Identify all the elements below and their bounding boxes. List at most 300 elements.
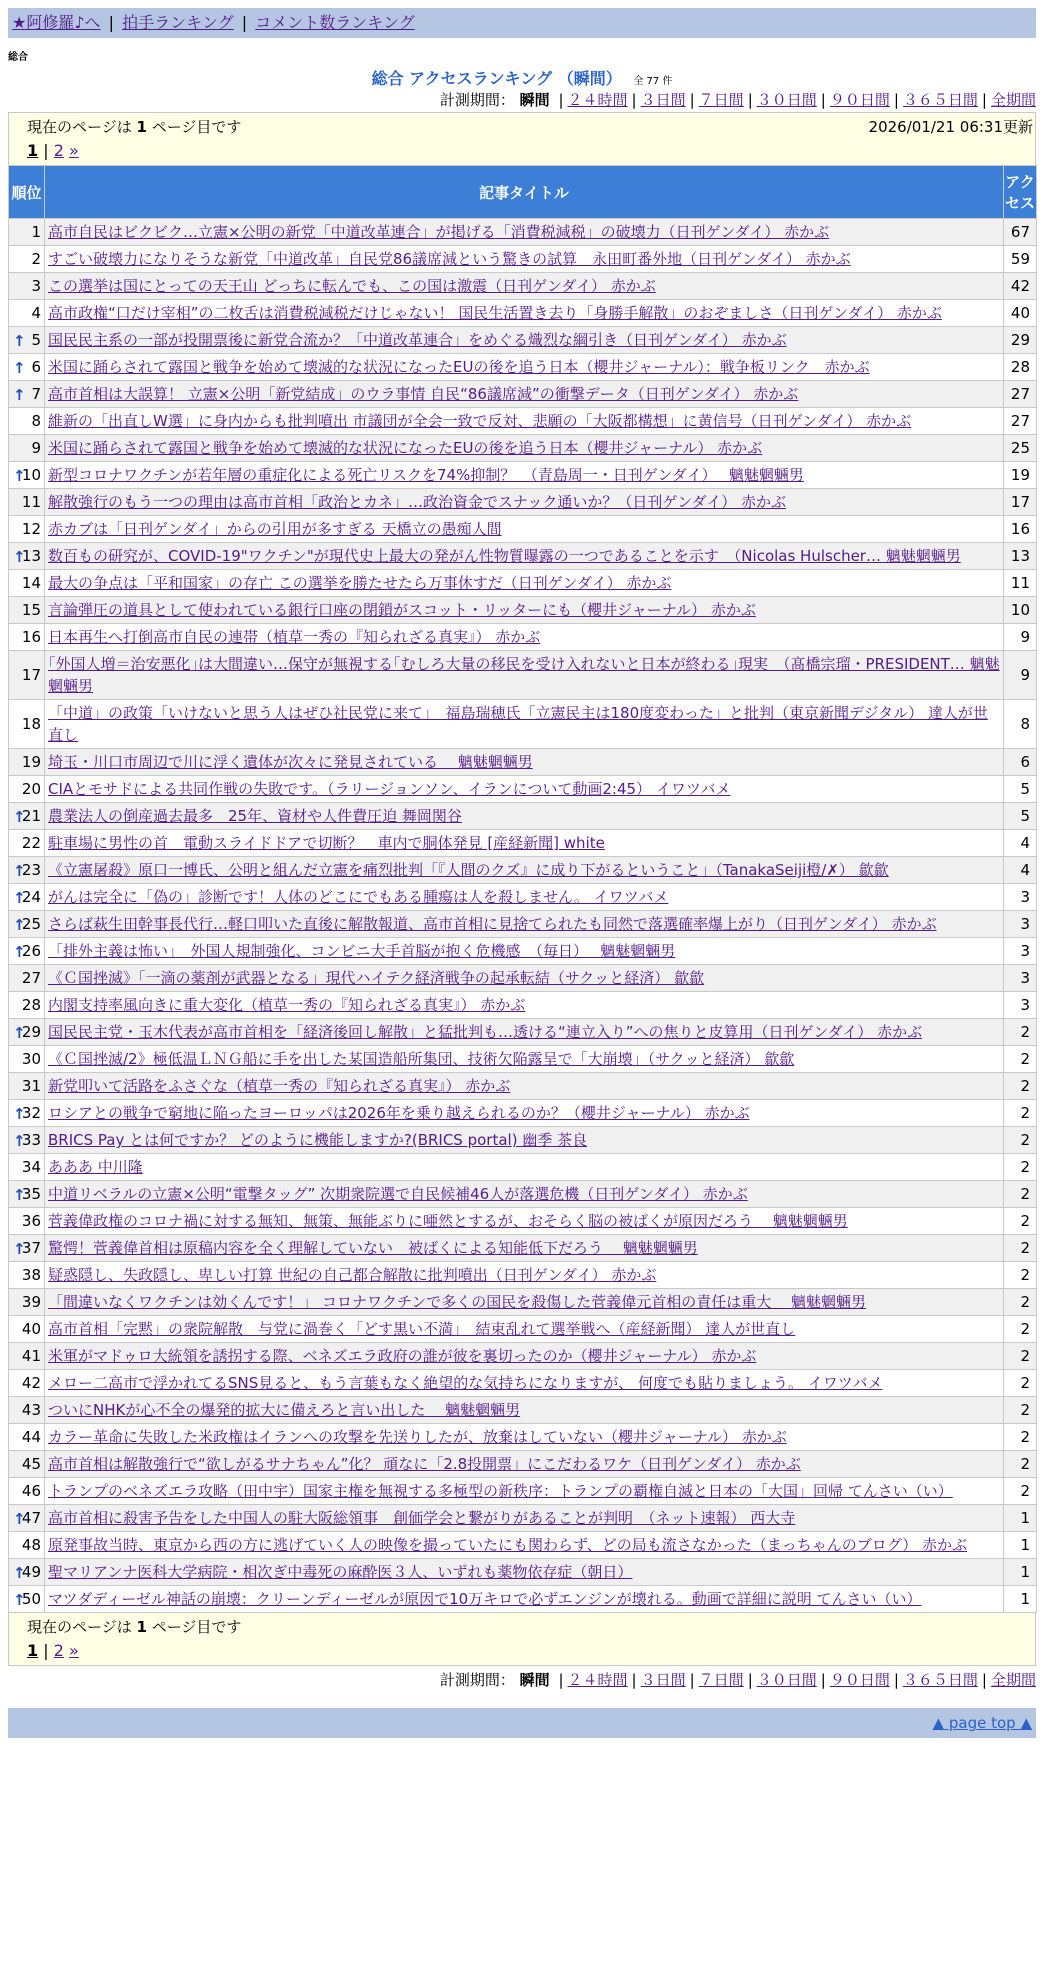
title-cell — [45, 1424, 1004, 1451]
access-count: 2 — [1004, 1370, 1037, 1397]
period-label: 計測期間： — [439, 91, 515, 109]
title-cell — [45, 435, 1004, 462]
article-link[interactable]: 「排外主義は怖い」 外国人規制強化、コンビニ大手首脳が抱く危機感 （毎日） 魑魅魍魎男 — [48, 942, 676, 960]
article-link[interactable]: 驚愕！菅義偉首相は原稿内容を全く理解していない 被ばくによる知能低下だろう 魑魅魍魎男 — [48, 1239, 698, 1257]
title-cell — [45, 327, 1004, 354]
access-count: 2 — [1004, 1154, 1037, 1181]
page-link-2[interactable]: 2 — [53, 1641, 64, 1660]
table-row — [9, 749, 1037, 776]
title-cell — [45, 1370, 1004, 1397]
pagination — [27, 1639, 1033, 1663]
rank-cell — [9, 1100, 45, 1127]
article-link[interactable]: すごい破壊力になりそうな新党「中道改革」自民党86議席減という驚きの試算 永田町番外地（日刊ゲンダイ） 赤かぶ — [48, 250, 851, 268]
rank-number: 41 — [21, 1347, 41, 1365]
table-row — [9, 273, 1037, 300]
rank-cell — [9, 246, 45, 273]
rank-cell — [9, 1424, 45, 1451]
access-count: 2 — [1004, 1343, 1037, 1370]
title-cell — [45, 700, 1004, 749]
rank-cell — [9, 1397, 45, 1424]
period-separator: | — [558, 91, 564, 109]
title-cell — [45, 1478, 1004, 1505]
table-row — [9, 381, 1037, 408]
title-cell — [45, 1181, 1004, 1208]
clap-ranking-link[interactable]: 拍手ランキング — [122, 13, 234, 32]
article-link[interactable]: 維新の「出直しW選」に身内からも批判噴出 市議団が全会一致で反対、悲願の「大阪都構想」に黄信号（日刊ゲンダイ） 赤かぶ — [48, 412, 912, 430]
table-row — [9, 597, 1037, 624]
title-cell — [45, 803, 1004, 830]
rank-up-arrow-icon: ↑ — [13, 889, 26, 907]
access-count: 2 — [1004, 1316, 1037, 1343]
article-link[interactable]: 農業法人の倒産過去最多 25年、資材や人件費圧迫 舞岡関谷 — [48, 807, 462, 825]
rank-number: 15 — [21, 601, 41, 619]
total-count: 全 77 件 — [633, 76, 673, 87]
period-links — [554, 91, 1036, 109]
rank-cell — [9, 300, 45, 327]
rank-number: 4 — [31, 304, 41, 322]
title-cell — [45, 857, 1004, 884]
table-row — [9, 1478, 1037, 1505]
article-link[interactable]: あああ 中川隆 — [48, 1158, 143, 1176]
rank-up-arrow-icon: ↑ — [13, 1564, 26, 1582]
rank-number: 17 — [21, 666, 41, 684]
table-row — [9, 651, 1037, 700]
rank-number: 7 — [31, 385, 41, 403]
period-link[interactable]: ７日間 — [698, 1671, 744, 1689]
period-link[interactable]: ３６５日間 — [902, 91, 978, 109]
rank-cell — [9, 830, 45, 857]
rank-up-arrow-icon: ↑ — [13, 1510, 26, 1528]
article-link[interactable]: カラー革命に失敗した米政権はイランへの攻撃を先送りしたが、放棄はしていない（櫻井ジャーナル） 赤かぶ — [48, 1428, 787, 1446]
table-row — [9, 570, 1037, 597]
title-cell — [45, 597, 1004, 624]
article-link[interactable]: 高市首相に殺害予告をした中国人の駐大阪総領事 創価学会と繋がりがあることが判明 （ネット速報） 西大寺 — [48, 1509, 796, 1527]
rank-number: 16 — [21, 628, 41, 646]
article-link[interactable]: ロシアとの戦争で窮地に陥ったヨーロッパは2026年を乗り越えられるのか？（櫻井ジャーナル） 赤かぶ — [48, 1104, 750, 1122]
table-row — [9, 300, 1037, 327]
article-link[interactable]: 米国に踊らされて露国と戦争を始めて壊滅的な状況になったEUの後を追う日本（櫻井ジャーナル） 赤かぶ — [48, 439, 763, 457]
rank-number: 12 — [21, 520, 41, 538]
article-link[interactable]: ｢外国人増＝治安悪化｣は大間違い…保守が無視する｢むしろ大量の移民を受け入れないと日本が終わる｣現実 （髙橋宗瑠・PRESIDENT… 魑魅魍魎男 — [48, 655, 1000, 695]
table-row — [9, 1019, 1037, 1046]
rank-cell — [9, 543, 45, 570]
title-cell — [45, 651, 1004, 700]
category-label: 総合 — [8, 52, 28, 63]
page — [8, 8, 1036, 1738]
rank-number: 6 — [31, 358, 41, 376]
title-cell — [45, 749, 1004, 776]
article-link[interactable]: 新党叩いて活路をふさぐな（植草一秀の『知られざる真実』） 赤かぶ — [48, 1077, 511, 1095]
period-separator: | — [558, 1671, 564, 1689]
rank-cell — [9, 1262, 45, 1289]
access-count: 1 — [1004, 1586, 1037, 1613]
title-cell — [45, 1046, 1004, 1073]
table-row — [9, 1586, 1037, 1613]
article-link[interactable]: トランプのベネズエラ攻略（田中宇）国家主権を無視する多極型の新秩序：トランプの覇権自滅と日本の「大国」回帰 てんさい（い） — [48, 1482, 953, 1500]
article-link[interactable]: 新型コロナワクチンが若年層の重症化による死亡リスクを74%抑制？ （青島周一・日刊ゲンダイ） 魑魅魍魎男 — [48, 466, 804, 484]
article-link[interactable]: 高市首相は解散強行で“欲しがるサナちゃん”化？ 頑なに「2.8投開票」にこだわるワケ（日刊ゲンダイ） 赤かぶ — [48, 1455, 801, 1473]
access-count: 1 — [1004, 1505, 1037, 1532]
rank-cell — [9, 462, 45, 489]
rank-up-arrow-icon: ↑ — [13, 548, 26, 566]
next-page-link[interactable]: » — [69, 141, 79, 160]
rank-number: 10 — [21, 466, 41, 484]
title-cell — [45, 273, 1004, 300]
access-count: 3 — [1004, 884, 1037, 911]
rank-cell — [9, 1181, 45, 1208]
title-cell — [45, 489, 1004, 516]
title-cell — [45, 938, 1004, 965]
period-link[interactable]: ９０日間 — [829, 1671, 890, 1689]
rank-cell — [9, 1478, 45, 1505]
title-cell — [45, 300, 1004, 327]
title-cell — [45, 884, 1004, 911]
updated-timestamp: 2026/01/21 06:31更新 — [868, 118, 1033, 136]
period-current: 瞬間 — [519, 91, 550, 109]
column-header-rank: 順位 — [9, 166, 45, 219]
article-link[interactable]: 《立憲屠殺》原口一博氏、公明と組んだ立憲を痛烈批判「『人間のクズ』に成り下がるということ」（TanakaSeiji橙/✗） 歙歙 — [48, 861, 889, 879]
access-count: 3 — [1004, 965, 1037, 992]
article-link[interactable]: 埼玉・川口市周辺で川に浮く遺体が次々に発見されている 魑魅魍魎男 — [48, 753, 533, 771]
title-cell — [45, 1208, 1004, 1235]
bottom-bar — [8, 1708, 1036, 1738]
article-link[interactable]: がんは完全に「偽の」診断です！人体のどこにでもある腫瘍は人を殺しません。 イワツバメ — [48, 888, 669, 906]
table-row — [9, 1343, 1037, 1370]
table-row — [9, 489, 1037, 516]
article-link[interactable]: 国民民主党・玉木代表が高市首相を「経済後回し解散」と猛批判も…透ける“連立入り”への焦りと皮算用（日刊ゲンダイ） 赤かぶ — [48, 1023, 923, 1041]
access-count: 19 — [1004, 462, 1037, 489]
period-link[interactable]: ３日間 — [640, 1671, 686, 1689]
rank-cell — [9, 1046, 45, 1073]
rank-cell — [9, 911, 45, 938]
period-current: 瞬間 — [519, 1671, 550, 1689]
access-count: 59 — [1004, 246, 1037, 273]
article-link[interactable]: 聖マリアンナ医科大学病院・相次ぎ中毒死の麻酔医３人、いずれも薬物依存症（朝日） — [48, 1563, 633, 1581]
page-top-link[interactable]: ▲ page top ▲ — [932, 1714, 1032, 1732]
period-links — [554, 1671, 1036, 1689]
article-link[interactable]: 米軍がマドゥロ大統領を誘拐する際、ベネズエラ政府の誰が彼を裏切ったのか（櫻井ジャーナル） 赤かぶ — [48, 1347, 757, 1365]
article-link[interactable]: 《Ｃ国挫滅/2》極低温ＬＮＧ船に手を出した某国造船所集団、技術欠陥露呈で「大崩壊」（サクッと経済） 歙歙 — [48, 1050, 795, 1068]
access-count: 4 — [1004, 857, 1037, 884]
article-link[interactable]: さらば萩生田幹事長代行…軽口叩いた直後に解散報道、高市首相に見捨てられたも同然で落選確率爆上がり（日刊ゲンダイ） 赤かぶ — [48, 915, 937, 933]
table-row — [9, 1559, 1037, 1586]
ranking-title: 総合 アクセスランキング （瞬間） — [371, 69, 622, 88]
article-link[interactable]: マツダディーゼル神話の崩壊：クリーンディーゼルが原因で10万キロで必ずエンジンが壊れる。動画で詳細に説明 てんさい（い） — [48, 1590, 922, 1608]
table-row — [9, 516, 1037, 543]
rank-number: 40 — [21, 1320, 41, 1338]
rank-cell — [9, 1559, 45, 1586]
article-link[interactable]: 最大の争点は「平和国家」の存亡 この選挙を勝たせたら万事休すだ（日刊ゲンダイ） 赤かぶ — [48, 574, 672, 592]
page-link-1[interactable]: 1 — [27, 141, 39, 160]
article-link[interactable]: メロー二高市で浮かれてるSNS見ると、もう言葉もなく絶望的な気持ちになりますが、 何度でも貼りましょう。 イワツバメ — [48, 1374, 883, 1392]
access-count: 42 — [1004, 273, 1037, 300]
pager-separator: | — [43, 1641, 49, 1660]
table-row — [9, 462, 1037, 489]
next-page-link[interactable]: » — [69, 1641, 79, 1660]
rank-cell — [9, 1235, 45, 1262]
rank-number: 49 — [21, 1563, 41, 1581]
table-row — [9, 543, 1037, 570]
comment-ranking-link[interactable]: コメント数ランキング — [255, 13, 415, 32]
period-label: 計測期間： — [439, 1671, 515, 1689]
rank-number: 33 — [21, 1131, 41, 1149]
rank-up-arrow-icon: ↑ — [13, 808, 26, 826]
access-count: 4 — [1004, 830, 1037, 857]
access-count: 25 — [1004, 435, 1037, 462]
access-count: 9 — [1004, 651, 1037, 700]
access-count: 2 — [1004, 1262, 1037, 1289]
access-count: 2 — [1004, 1019, 1037, 1046]
rank-number: 48 — [21, 1536, 41, 1554]
period-link[interactable]: ３０日間 — [756, 1671, 817, 1689]
article-link[interactable]: 高市首相「完黙」の衆院解散 与党に渦巻く「どす黒い不満」 結束乱れて選挙戦へ（産経新聞） 達人が世直し — [48, 1320, 796, 1338]
rank-number: 47 — [21, 1509, 41, 1527]
article-link[interactable]: 内閣支持率風向きに重大変化（植草一秀の『知られざる真実』） 赤かぶ — [48, 996, 526, 1014]
title-cell — [45, 1289, 1004, 1316]
home-link[interactable]: ★阿修羅♪へ — [12, 13, 101, 32]
access-count: 2 — [1004, 1100, 1037, 1127]
access-count: 2 — [1004, 1451, 1037, 1478]
article-link[interactable]: ついにNHKが心不全の爆発的拡大に備えろと言い出した 魑魅魍魎男 — [48, 1401, 521, 1419]
rank-number: 13 — [21, 547, 41, 565]
rank-cell — [9, 700, 45, 749]
rank-cell — [9, 992, 45, 1019]
period-separator: | — [631, 1671, 637, 1689]
article-link[interactable]: BRICS Pay とは何ですか？ どのように機能しますか?(BRICS portal) 幽季 茶良 — [48, 1131, 588, 1149]
rank-cell — [9, 1019, 45, 1046]
period-link[interactable]: ２４時間 — [567, 1671, 628, 1689]
article-link[interactable]: 《Ｃ国挫滅》「一滴の薬剤が武器となる」現代ハイテク経済戦争の起承転結（サクッと経済） 歙歙 — [48, 969, 705, 987]
rank-up-arrow-icon: ↑ — [13, 386, 26, 404]
rank-cell — [9, 1127, 45, 1154]
article-link[interactable]: 疑惑隠し、失政隠し、卑しい打算 世紀の自己都合解散に批判噴出（日刊ゲンダイ） 赤かぶ — [48, 1266, 657, 1284]
access-count: 28 — [1004, 354, 1037, 381]
article-link[interactable]: 赤カブは「日刊ゲンダイ」からの引用が多すぎる 天橋立の愚痴人間 — [48, 520, 502, 538]
rank-cell — [9, 1154, 45, 1181]
article-link[interactable]: 高市首相は大誤算！ 立憲×公明「新党結成」のウラ事情 自民“86議席減”の衝撃データ（日刊ゲンダイ） 赤かぶ — [48, 385, 799, 403]
rank-cell — [9, 651, 45, 700]
title-cell — [45, 1127, 1004, 1154]
access-count: 2 — [1004, 1208, 1037, 1235]
rank-number: 8 — [31, 412, 41, 430]
ranking-table — [8, 165, 1037, 1613]
rank-number: 30 — [21, 1050, 41, 1068]
rank-cell — [9, 965, 45, 992]
rank-cell — [9, 408, 45, 435]
title-cell — [45, 516, 1004, 543]
page-text-pre: 現在のページは — [27, 1618, 132, 1636]
rank-number: 2 — [31, 250, 41, 268]
rank-number: 22 — [21, 834, 41, 852]
column-header-access: アクセス — [1004, 166, 1037, 219]
article-link[interactable]: 言論弾圧の道具として使われている銀行口座の閉鎖がスコット・リッターにも（櫻井ジャーナル） 赤かぶ — [48, 601, 756, 619]
rank-cell — [9, 435, 45, 462]
rank-number: 50 — [21, 1590, 41, 1608]
article-link[interactable]: 解散強行のもう一つの理由は高市首相「政治とカネ」…政治資金でスナック通いか？（日刊ゲンダイ） 赤かぶ — [48, 493, 786, 511]
table-row — [9, 857, 1037, 884]
access-count: 1 — [1004, 1532, 1037, 1559]
title-cell — [45, 1451, 1004, 1478]
page-link-2[interactable]: 2 — [53, 141, 64, 160]
rank-cell — [9, 803, 45, 830]
rank-number: 21 — [21, 807, 41, 825]
rank-number: 44 — [21, 1428, 41, 1446]
access-count: 2 — [1004, 1478, 1037, 1505]
article-link[interactable]: この選挙は国にとっての天王山 どっちに転んでも、この国は激震（日刊ゲンダイ） 赤かぶ — [48, 277, 656, 295]
period-link[interactable]: ２４時間 — [567, 91, 628, 109]
rank-up-arrow-icon: ↑ — [13, 1024, 26, 1042]
article-link[interactable]: 原発事故当時、東京から西の方に逃げていく人の映像を撮っていたにも関わらず、どの局も流さなかった（まっちゃんのブログ） 赤かぶ — [48, 1536, 968, 1554]
title-cell — [45, 1343, 1004, 1370]
table-row — [9, 1424, 1037, 1451]
access-count: 3 — [1004, 992, 1037, 1019]
title-cell — [45, 381, 1004, 408]
table-row — [9, 327, 1037, 354]
rank-cell — [9, 327, 45, 354]
period-link[interactable]: ７日間 — [698, 91, 744, 109]
table-row — [9, 803, 1037, 830]
rank-number: 19 — [21, 753, 41, 771]
rank-cell — [9, 938, 45, 965]
rank-number: 39 — [21, 1293, 41, 1311]
table-row — [9, 1451, 1037, 1478]
page-text-pre: 現在のページは — [27, 118, 132, 136]
table-row — [9, 1073, 1037, 1100]
rank-number: 31 — [21, 1077, 41, 1095]
rank-up-arrow-icon: ↑ — [13, 1240, 26, 1258]
top-nav-bar — [8, 8, 1036, 38]
rank-number: 25 — [21, 915, 41, 933]
table-row — [9, 1235, 1037, 1262]
pagination — [27, 139, 1033, 163]
access-count: 5 — [1004, 803, 1037, 830]
rank-cell — [9, 749, 45, 776]
access-count: 2 — [1004, 1181, 1037, 1208]
rank-cell — [9, 597, 45, 624]
rank-up-arrow-icon: ↑ — [13, 943, 26, 961]
period-link[interactable]: ３０日間 — [756, 91, 817, 109]
title-cell — [45, 830, 1004, 857]
rank-number: 9 — [31, 439, 41, 457]
article-link[interactable]: 「間違いなくワクチンは効くんです！」 コロナワクチンで多くの国民を殺傷した菅義偉元首相の責任は重大 魑魅魍魎男 — [48, 1293, 867, 1311]
access-count: 2 — [1004, 1424, 1037, 1451]
nav-separator: | — [241, 13, 248, 32]
period-separator: | — [981, 1671, 987, 1689]
article-link[interactable]: 中道リベラルの立憲×公明“電撃タッグ” 次期衆院選で自民候補46人が落選危機（日刊ゲンダイ） 赤かぶ — [48, 1185, 748, 1203]
rank-number: 37 — [21, 1239, 41, 1257]
rank-up-arrow-icon: ↑ — [13, 1132, 26, 1150]
access-count: 2 — [1004, 1127, 1037, 1154]
rank-cell — [9, 1316, 45, 1343]
access-count: 8 — [1004, 700, 1037, 749]
article-link[interactable]: 数百もの研究が、COVID-19"ワクチン"が現代史上最大の発がん性物質曝露の一つであることを示す （Nicolas Hulscher… 魑魅魍魎男 — [48, 547, 961, 565]
table-row — [9, 776, 1037, 803]
article-link[interactable]: 高市自民はビクビク…立憲×公明の新党「中道改革連合」が掲げる「消費税減税」の破壊力（日刊ゲンダイ） 赤かぶ — [48, 223, 830, 241]
article-link[interactable]: 国民民主系の一部が投開票後に新党合流か？「中道改革連合」をめぐる熾烈な綱引き（日刊ゲンダイ） 赤かぶ — [48, 331, 787, 349]
title-cell — [45, 624, 1004, 651]
access-count: 2 — [1004, 1046, 1037, 1073]
article-link[interactable]: 日本再生へ打倒高市自民の連帯（植草一秀の『知られざる真実』） 赤かぶ — [48, 628, 541, 646]
table-row — [9, 992, 1037, 1019]
table-row — [9, 938, 1037, 965]
period-separator: | — [893, 91, 899, 109]
page-link-1[interactable]: 1 — [27, 1641, 39, 1660]
rank-cell — [9, 624, 45, 651]
rank-cell — [9, 381, 45, 408]
rank-number: 14 — [21, 574, 41, 592]
table-row — [9, 1370, 1037, 1397]
period-selector-top — [8, 88, 1036, 112]
table-row — [9, 830, 1037, 857]
column-header-title: 記事タイトル — [45, 166, 1004, 219]
rank-up-arrow-icon: ↑ — [13, 862, 26, 880]
rank-number: 32 — [21, 1104, 41, 1122]
title-cell — [45, 219, 1004, 246]
table-row — [9, 435, 1037, 462]
page-info-row — [27, 115, 1033, 139]
title-cell — [45, 776, 1004, 803]
period-link[interactable]: ３日間 — [640, 91, 686, 109]
page-text-post: ページ目です — [151, 118, 242, 136]
title-cell — [45, 1586, 1004, 1613]
rank-number: 38 — [21, 1266, 41, 1284]
title-cell — [45, 1316, 1004, 1343]
title-cell — [45, 543, 1004, 570]
period-separator: | — [689, 1671, 695, 1689]
page-current-number: 1 — [136, 1618, 147, 1636]
rank-cell — [9, 354, 45, 381]
article-link[interactable]: 「中道」の政策「いけないと思う人はぜひ社民党に来て」 福島瑞穂氏「立憲民主は180度変わった」と批判（東京新聞デジタル） 達人が世直し — [48, 704, 988, 744]
title-cell — [45, 1154, 1004, 1181]
rank-number: 26 — [21, 942, 41, 960]
rank-number: 23 — [21, 861, 41, 879]
access-count: 2 — [1004, 1397, 1037, 1424]
period-link[interactable]: 全期間 — [990, 1671, 1036, 1689]
rank-number: 43 — [21, 1401, 41, 1419]
title-cell — [45, 1559, 1004, 1586]
table-row — [9, 219, 1037, 246]
rank-cell — [9, 273, 45, 300]
table-row — [9, 1289, 1037, 1316]
article-link[interactable]: 駐車場に男性の首 電動スライドドアで切断？ 車内で胴体発見 [産経新聞] white — [48, 834, 605, 852]
access-count: 11 — [1004, 570, 1037, 597]
table-row — [9, 1397, 1037, 1424]
article-link[interactable]: 米国に踊らされて露国と戦争を始めて壊滅的な状況になったEUの後を追う日本（櫻井ジャーナル）：戦争板リンク 赤かぶ — [48, 358, 870, 376]
article-link[interactable]: 高市政権“口だけ宰相”の二枚舌は消費税減税だけじゃない！ 国民生活置き去り「身勝手解散」のおぞましさ（日刊ゲンダイ） 赤かぶ — [48, 304, 942, 322]
article-link[interactable]: CIAとモサドによる共同作戦の失敗です。（ラリージョンソン、イランについて動画2:45） イワツバメ — [48, 780, 731, 798]
period-separator: | — [631, 91, 637, 109]
article-link[interactable]: 菅義偉政権のコロナ禍に対する無知、無策、無能ぶりに唖然とするが、おそらく脳の被ばくが原因だろう 魑魅魍魎男 — [48, 1212, 848, 1230]
period-link[interactable]: ９０日間 — [829, 91, 890, 109]
access-count: 3 — [1004, 911, 1037, 938]
access-count: 2 — [1004, 1235, 1037, 1262]
nav-separator: | — [108, 13, 115, 32]
table-row — [9, 246, 1037, 273]
access-count: 67 — [1004, 219, 1037, 246]
access-count: 10 — [1004, 597, 1037, 624]
title-cell — [45, 1073, 1004, 1100]
title-cell — [45, 462, 1004, 489]
rank-number: 27 — [21, 969, 41, 987]
period-link[interactable]: ３６５日間 — [902, 1671, 978, 1689]
page-info-bottom — [8, 1613, 1036, 1666]
period-selector-bottom — [8, 1668, 1036, 1692]
rank-cell — [9, 570, 45, 597]
rank-up-arrow-icon: ↑ — [13, 1591, 26, 1609]
table-row — [9, 1181, 1037, 1208]
table-row — [9, 624, 1037, 651]
period-link[interactable]: 全期間 — [990, 91, 1036, 109]
